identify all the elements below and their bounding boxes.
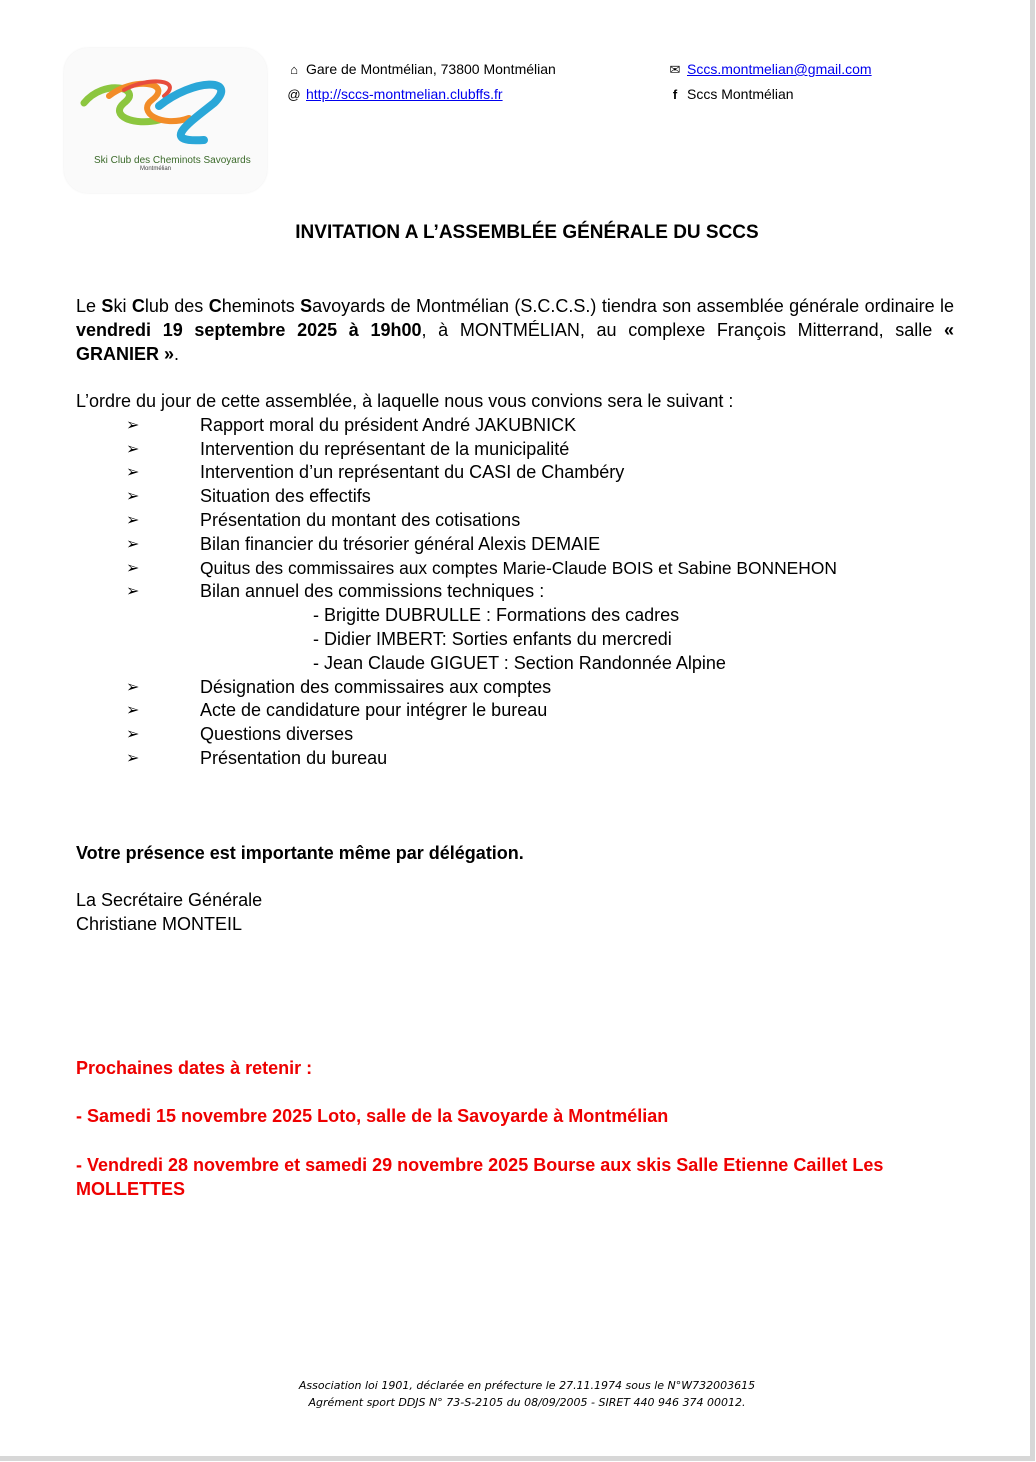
initial-c2: C [208, 296, 222, 316]
initial-c: C [131, 296, 145, 316]
agenda-item-text: Présentation du bureau [200, 747, 388, 768]
meeting-room: « GRANIER » [76, 320, 954, 364]
agenda-item-text: Bilan financier du trésorier général Alexis DEMAIE [200, 533, 601, 554]
upcoming-dates-heading: Prochaines dates à retenir : [76, 1058, 313, 1078]
list-item [76, 461, 966, 485]
initial-s2: S [300, 296, 313, 316]
initial-s: S [101, 296, 114, 316]
agenda-item-text: Présentation du montant des cotisations [200, 509, 521, 530]
word-ski: ki [113, 296, 132, 316]
list-item [76, 747, 966, 771]
agenda-list [76, 390, 966, 771]
club-logo [64, 48, 267, 193]
list-item [76, 723, 966, 747]
signature-role: La Secrétaire Générale [76, 890, 263, 910]
footer-line-2: Agrément sport DDJS N° 73-S-2105 du 08/09/2005 - SIRET 440 946 374 00012. [308, 1396, 746, 1409]
list-item [76, 533, 966, 557]
arrow-bullet-icon: ➢ [126, 440, 140, 458]
agenda-intro-text: L’ordre du jour de cette assemblée, à laquelle nous vous convions sera le suivant : [76, 391, 734, 411]
intro-part2: , à MONTMÉLIAN, au complexe François Mitterrand, salle [421, 320, 944, 340]
list-item [76, 438, 966, 462]
meeting-date: vendredi 19 septembre 2025 à 19h00 [76, 320, 422, 340]
arrow-bullet-icon: ➢ [126, 511, 140, 529]
sub-list-item [76, 652, 966, 676]
arrow-bullet-icon: ➢ [126, 678, 140, 696]
website-line [286, 86, 503, 103]
sub-list-item [76, 628, 966, 652]
agenda-item-text: Intervention du représentant de la municipalité [200, 438, 570, 459]
document-title: INVITATION A L’ASSEMBLÉE GÉNÉRALE DU SCCS [295, 222, 759, 243]
list-item [76, 580, 966, 604]
presence-note: Votre présence est importante même par délégation. [76, 843, 524, 863]
agenda-item-text: Désignation des commissaires aux comptes [200, 676, 552, 697]
arrow-bullet-icon: ➢ [126, 583, 140, 601]
agenda-item-text: Rapport moral du président André JAKUBNICK [200, 414, 577, 435]
arrow-bullet-icon: ➢ [126, 464, 140, 482]
agenda-item-text: Acte de candidature pour intégrer le bureau [200, 700, 548, 721]
facebook-icon: f [672, 87, 678, 102]
commission-item: - Brigitte DUBRULLE : Formations des cadres [313, 605, 680, 626]
house-icon: ⌂ [290, 62, 298, 77]
commission-item: - Didier IMBERT: Sorties enfants du mercredi [313, 628, 672, 649]
arrow-bullet-icon: ➢ [126, 559, 140, 577]
arrow-bullet-icon: ➢ [126, 749, 140, 767]
arrow-bullet-icon: ➢ [126, 726, 140, 744]
list-item [76, 485, 966, 509]
intro-paragraph [76, 294, 954, 366]
agenda-item-text: Questions diverses [200, 724, 354, 745]
arrow-bullet-icon: ➢ [126, 535, 140, 553]
agenda-item-text: Quitus des commissaires aux comptes Marie-Claude BOIS et Sabine BONNEHON [200, 557, 837, 578]
website-link[interactable]: http://sccs-montmelian.clubffs.fr [306, 86, 503, 102]
commission-item: - Jean Claude GIGUET : Section Randonnée Alpine [313, 652, 726, 673]
footer-line-1: Association loi 1901, déclarée en préfecture le 27.11.1974 sous le N°W732003615 [298, 1379, 756, 1392]
logo-club-name: Ski Club des Cheminots Savoyards [94, 155, 251, 166]
upcoming-date-loto: - Samedi 15 novembre 2025 Loto, salle de la Savoyarde à Montmélian [76, 1106, 669, 1126]
list-item [76, 699, 966, 723]
arrow-bullet-icon: ➢ [126, 416, 140, 434]
sub-list-item [76, 604, 966, 628]
email-line [667, 61, 872, 78]
address-text: Gare de Montmélian, 73800 Montmélian [306, 61, 556, 77]
list-item [76, 509, 966, 533]
address-line [286, 61, 556, 78]
agenda-intro [76, 390, 966, 414]
intro-part1: avoyards de Montmélian (S.C.C.S.) tiendra son assemblée générale ordinaire le [312, 296, 955, 316]
envelope-icon: ✉ [669, 62, 681, 77]
facebook-text: Sccs Montmélian [687, 86, 794, 102]
logo-city: Montmélian [140, 166, 172, 172]
arrow-bullet-icon: ➢ [126, 488, 140, 506]
intro-lead: Le [76, 296, 102, 316]
signature-name: Christiane MONTEIL [76, 914, 243, 934]
facebook-line [667, 86, 794, 103]
upcoming-date-bourse: - Vendredi 28 novembre et samedi 29 novembre 2025 Bourse aux skis Salle Etienne Caillet Les MOLLETTES [76, 1155, 884, 1199]
list-item [76, 557, 966, 581]
agenda-item-text: Intervention d’un représentant du CASI de Chambéry [200, 462, 625, 483]
list-item [76, 676, 966, 700]
intro-end: . [174, 344, 180, 364]
agenda-item-text: Situation des effectifs [200, 486, 371, 507]
at-icon: @ [287, 87, 301, 102]
word-club: lub des [144, 296, 209, 316]
email-link[interactable]: Sccs.montmelian@gmail.com [687, 61, 872, 77]
arrow-bullet-icon: ➢ [126, 702, 140, 720]
word-cheminots: heminots [221, 296, 301, 316]
agenda-item-text: Bilan annuel des commissions techniques : [200, 581, 545, 602]
list-item [76, 414, 966, 438]
